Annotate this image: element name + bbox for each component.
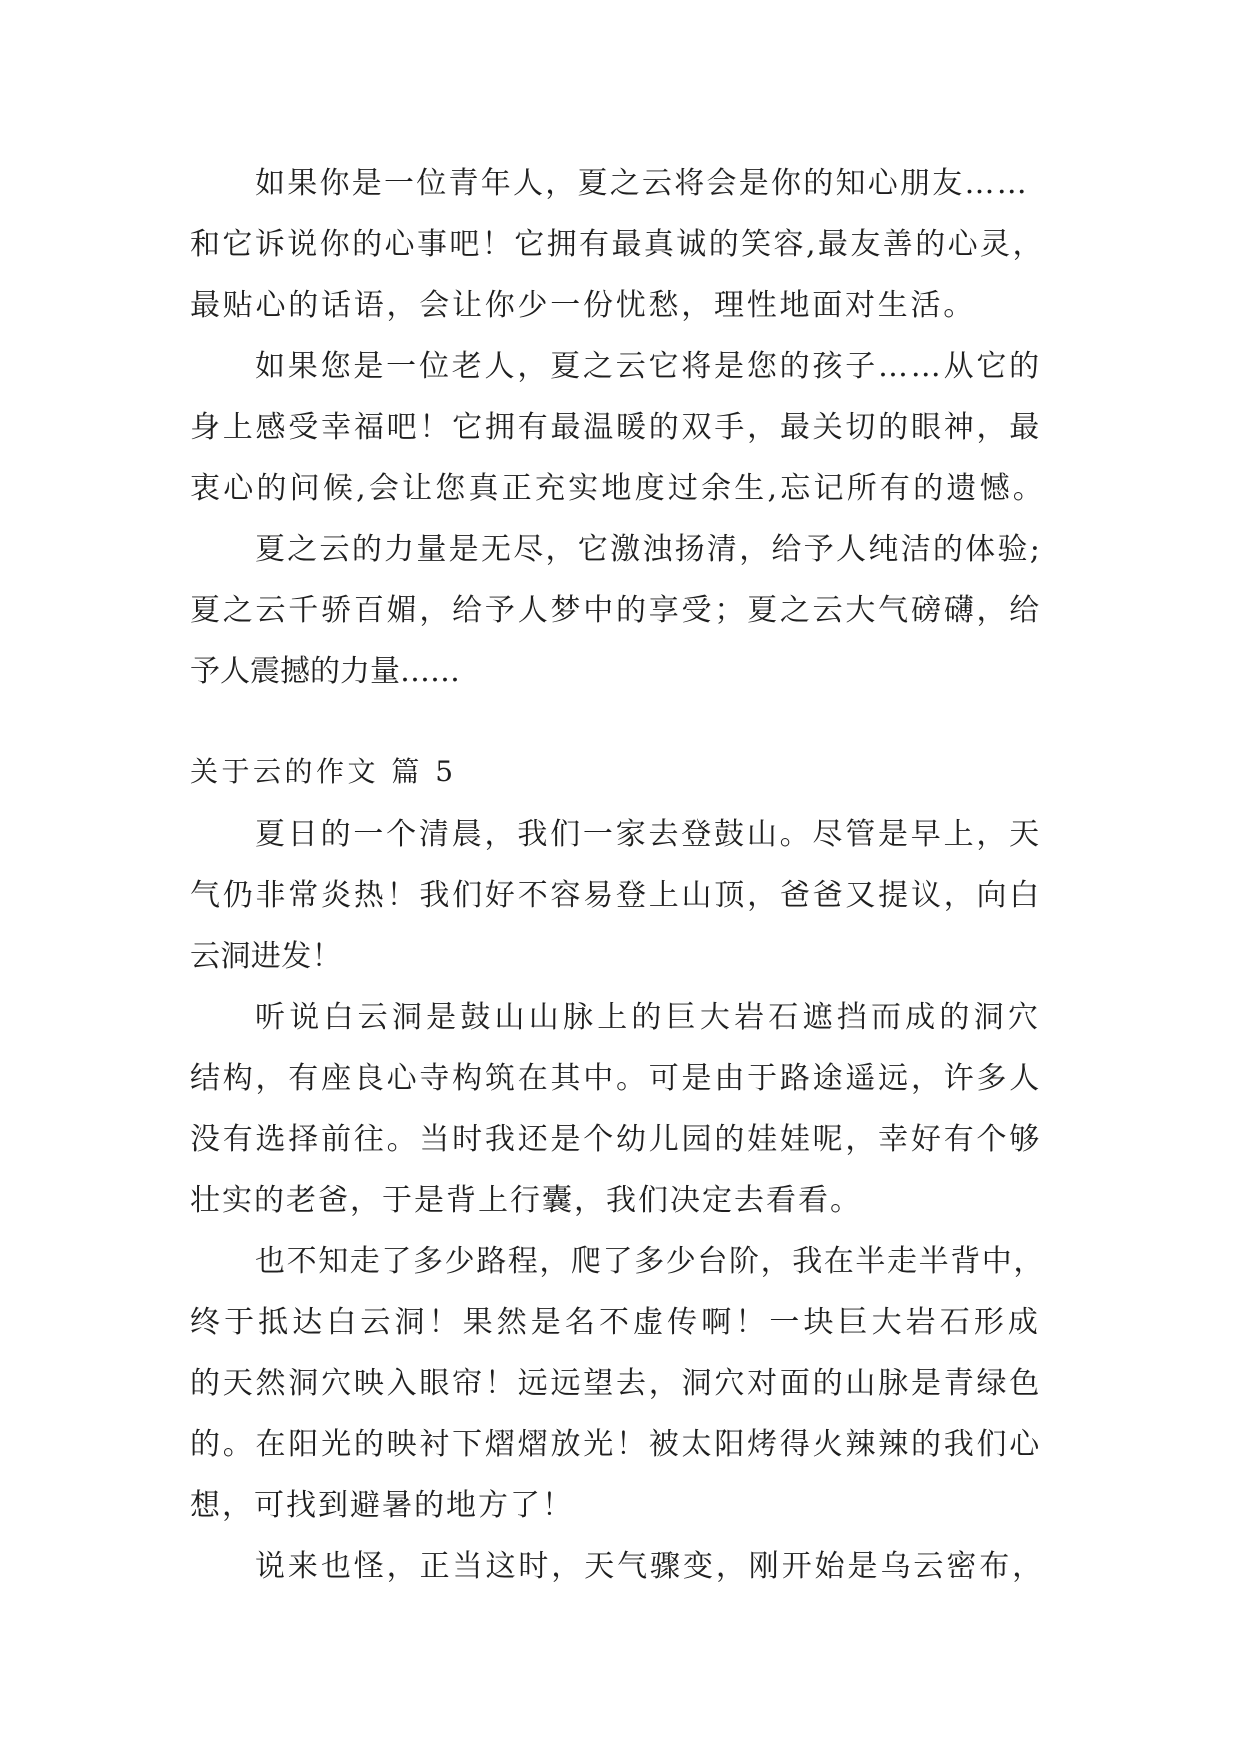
paragraph-line: 夏之云的力量是无尽，它激浊扬清，给予人纯洁的体验; <box>255 532 1043 567</box>
paragraph-line: 和它诉说你的心事吧！它拥有最真诚的笑容,最友善的心灵， <box>190 227 1045 262</box>
paragraph-line: 想，可找到避暑的地方了！ <box>190 1488 574 1523</box>
paragraph-line: 的。在阳光的映衬下熠熠放光！被太阳烤得火辣辣的我们心 <box>190 1427 1043 1462</box>
paragraph-line: 云洞进发！ <box>190 939 342 974</box>
paragraph-line: 衷心的问候,会让您真正充实地度过余生,忘记所有的遗憾。 <box>190 471 1047 506</box>
section-heading: 关于云的作文 篇 5 <box>190 755 457 788</box>
paragraph-line: 听说白云洞是鼓山山脉上的巨大岩石遮挡而成的洞穴 <box>255 1000 1043 1035</box>
paragraph-line: 如果您是一位老人，夏之云它将是您的孩子……从它的 <box>255 349 1042 384</box>
paragraph-line: 也不知走了多少路程，爬了多少台阶，我在半走半背中， <box>255 1244 1045 1279</box>
paragraph-line: 身上感受幸福吧！它拥有最温暖的双手，最关切的眼神，最 <box>190 410 1043 445</box>
paragraph-line: 的天然洞穴映入眼帘！远远望去，洞穴对面的山脉是青绿色 <box>190 1366 1043 1401</box>
paragraph-line: 夏日的一个清晨，我们一家去登鼓山。尽管是早上，天 <box>255 817 1042 852</box>
paragraph-line: 予人震撼的力量…… <box>190 654 460 689</box>
paragraph-line: 夏之云千骄百媚，给予人梦中的享受；夏之云大气磅礴，给 <box>190 593 1043 628</box>
paragraph-line: 如果你是一位青年人，夏之云将会是你的知心朋友…… <box>255 166 1029 201</box>
paragraph-line: 终于抵达白云洞！果然是名不虚传啊！一块巨大岩石形成 <box>190 1305 1042 1340</box>
paragraph-line: 说来也怪，正当这时，天气骤变，刚开始是乌云密布， <box>255 1549 1046 1584</box>
paragraph-line: 气仍非常炎热！我们好不容易登上山顶，爸爸又提议，向白 <box>190 878 1043 913</box>
paragraph-line: 最贴心的话语，会让你少一份忧愁，理性地面对生活。 <box>190 288 976 323</box>
paragraph-line: 壮实的老爸，于是背上行囊，我们决定去看看。 <box>190 1183 862 1218</box>
paragraph-line: 没有选择前往。当时我还是个幼儿园的娃娃呢，幸好有个够 <box>190 1122 1043 1157</box>
paragraph-line: 结构，有座良心寺构筑在其中。可是由于路途遥远，许多人 <box>190 1061 1043 1096</box>
